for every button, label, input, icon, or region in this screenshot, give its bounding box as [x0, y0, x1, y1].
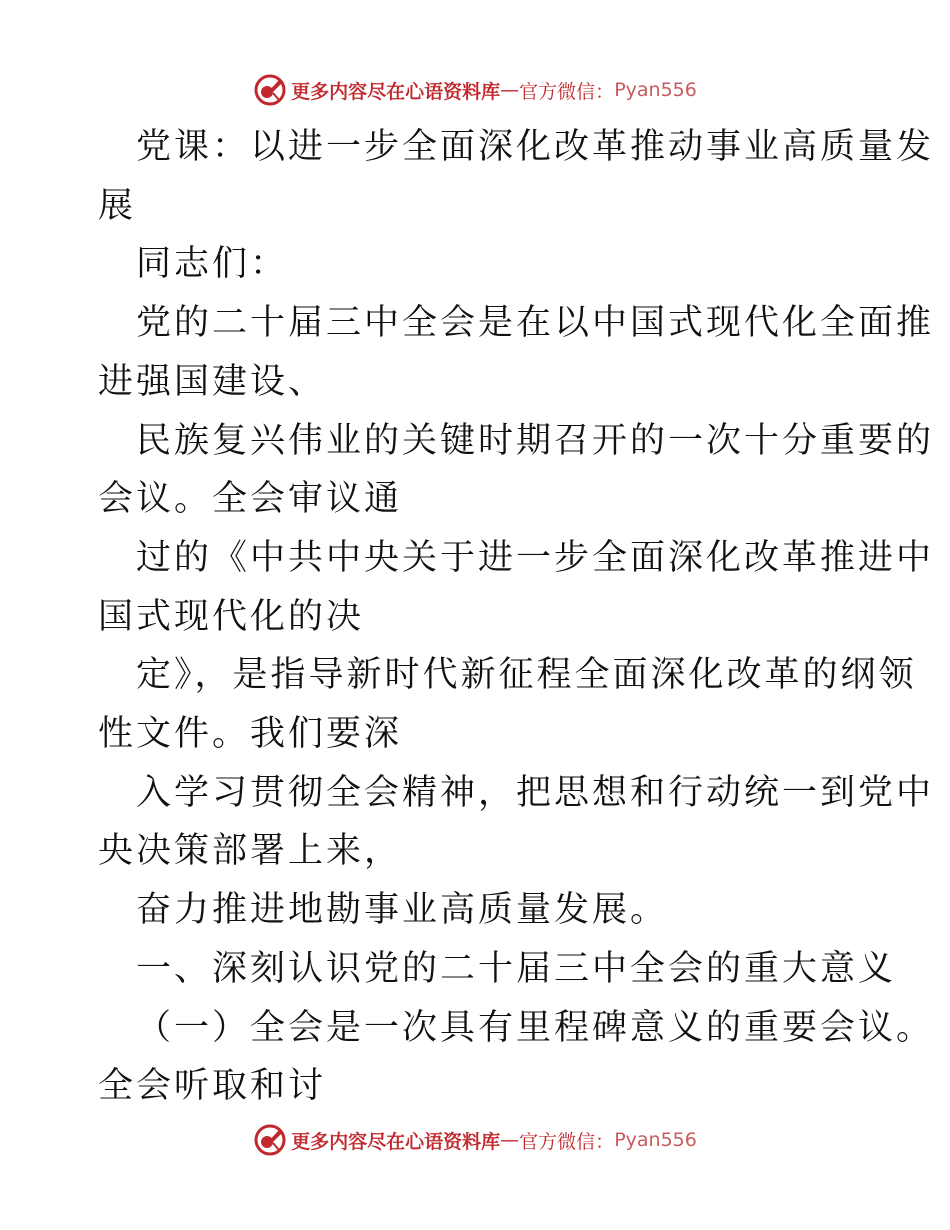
text-line: 国式现代化的决	[98, 596, 365, 637]
watermark-account: Pyan556	[614, 1129, 697, 1151]
footer-watermark	[0, 1120, 950, 1160]
header-watermark	[0, 70, 950, 110]
text-line: 全会听取和讨	[98, 1066, 327, 1107]
text-line: 过的《中共中央关于进一步全面深化改革推进中	[136, 537, 935, 578]
text-line: 党的二十届三中全会是在以中国式现代化全面推	[136, 303, 935, 344]
text-line: 性文件。我们要深	[98, 714, 403, 755]
watermark-dash: —	[500, 1129, 520, 1151]
pen-logo-icon	[253, 73, 287, 107]
text-line: 奋力推进地勘事业高质量发展。	[136, 890, 669, 931]
watermark-label: 官方微信：	[519, 1130, 615, 1153]
text-line: 会议。全会审议通	[98, 479, 403, 520]
watermark-brand: 更多内容尽在心语资料库	[291, 80, 501, 103]
section-heading: 一、深刻认识党的二十届三中全会的重大意义	[136, 948, 897, 989]
pen-logo-icon	[253, 1123, 287, 1157]
watermark-brand: 更多内容尽在心语资料库	[291, 1130, 501, 1153]
subsection-heading: （一）全会是一次具有里程碑意义的重要会议。	[136, 1007, 935, 1048]
text-line: 入学习贯彻全会精神，把思想和行动统一到党中	[136, 772, 935, 813]
watermark-label: 官方微信：	[519, 80, 615, 103]
doc-title-line-2: 展	[98, 185, 137, 226]
salutation: 同志们：	[136, 244, 289, 285]
watermark-dash: —	[500, 79, 520, 101]
doc-title-line-1: 党课：以进一步全面深化改革推动事业高质量发	[136, 127, 935, 167]
text-line: 进强国建设、	[98, 361, 327, 402]
text-line: 民族复兴伟业的关键时期召开的一次十分重要的	[136, 420, 935, 461]
watermark-account: Pyan556	[614, 79, 697, 101]
text-line: 定》，是指导新时代新征程全面深化改革的纲领	[136, 655, 917, 696]
document-body	[98, 118, 935, 1116]
text-line: 央决策部署上来，	[98, 831, 403, 872]
